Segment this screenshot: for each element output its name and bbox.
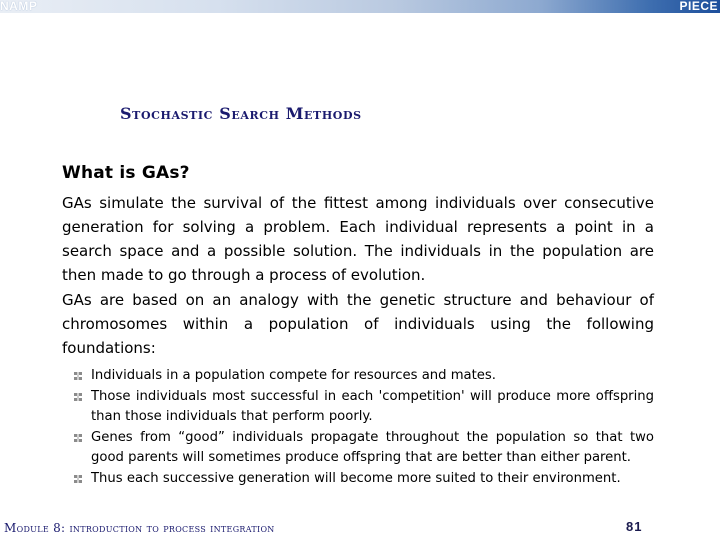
- bullet-icon: [74, 393, 82, 401]
- header-left-label: NAMP: [0, 0, 38, 13]
- list-item: [74, 387, 654, 427]
- list-item: [74, 469, 654, 489]
- header-right-label: PIECE: [679, 0, 718, 13]
- footer-module-label: Module 8: introduction to process integration: [4, 521, 275, 535]
- bullet-icon: [74, 475, 82, 483]
- bullet-text: Thus each successive generation will become more suited to their environment.: [91, 471, 621, 486]
- section-heading: What is GAs?: [62, 163, 190, 183]
- bullet-text: Genes from “good” individuals propagate throughout the population so that two good parents will sometimes produce offspring that are better than either parent.: [91, 430, 654, 465]
- page-number: 81: [626, 519, 643, 534]
- bullet-icon: [74, 434, 82, 442]
- list-item: [74, 428, 654, 468]
- bullet-icon: [74, 372, 82, 380]
- header-bar: [0, 0, 720, 13]
- bullet-text: Those individuals most successful in each 'competition' will produce more offspring than those individuals that perform poorly.: [91, 389, 654, 424]
- slide-content: [62, 163, 654, 490]
- slide-title: Stochastic Search Methods: [120, 104, 362, 123]
- bullet-list: [74, 366, 654, 489]
- paragraph-1: GAs simulate the survival of the fittest among individuals over consecutive generation for solving a problem. Each individual represents a point in a search space and a possible solution. The individuals in the population are then made to go through a process of evolution.: [62, 194, 654, 284]
- paragraph-2: GAs are based on an analogy with the genetic structure and behaviour of chromosomes within a population of individuals using the following foundations:: [62, 291, 654, 357]
- list-item: [74, 366, 654, 386]
- bullet-text: Individuals in a population compete for resources and mates.: [91, 368, 496, 383]
